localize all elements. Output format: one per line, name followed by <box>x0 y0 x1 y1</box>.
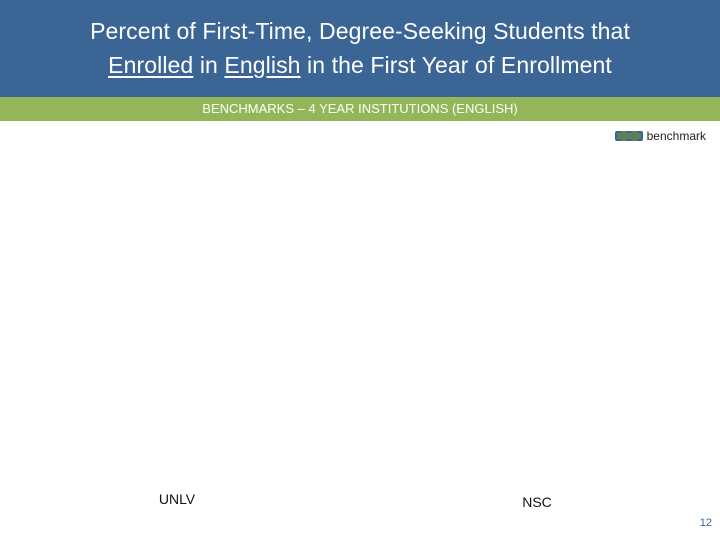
title-part-1: Percent of First-Time, Degree-Seeking Students that <box>90 18 630 44</box>
legend-label-benchmark: benchmark <box>646 129 706 143</box>
title-enrolled: Enrolled <box>108 52 194 78</box>
chart-area <box>0 121 720 540</box>
title-english: English <box>224 52 301 78</box>
category-label-unlv: UNLV <box>158 491 196 507</box>
page-number: 12 <box>699 517 712 529</box>
chart-subtitle: BENCHMARKS – 4 YEAR INSTITUTIONS (ENGLISH) <box>202 101 518 116</box>
title-line-1 <box>0 14 720 48</box>
category-label-nsc: NSC <box>522 494 552 510</box>
title-in: in <box>193 52 225 78</box>
subtitle-bar <box>0 97 720 121</box>
title-rest: in the First Year of Enrollment <box>300 52 612 78</box>
slide-header <box>0 0 720 97</box>
title-line-2 <box>0 48 720 82</box>
